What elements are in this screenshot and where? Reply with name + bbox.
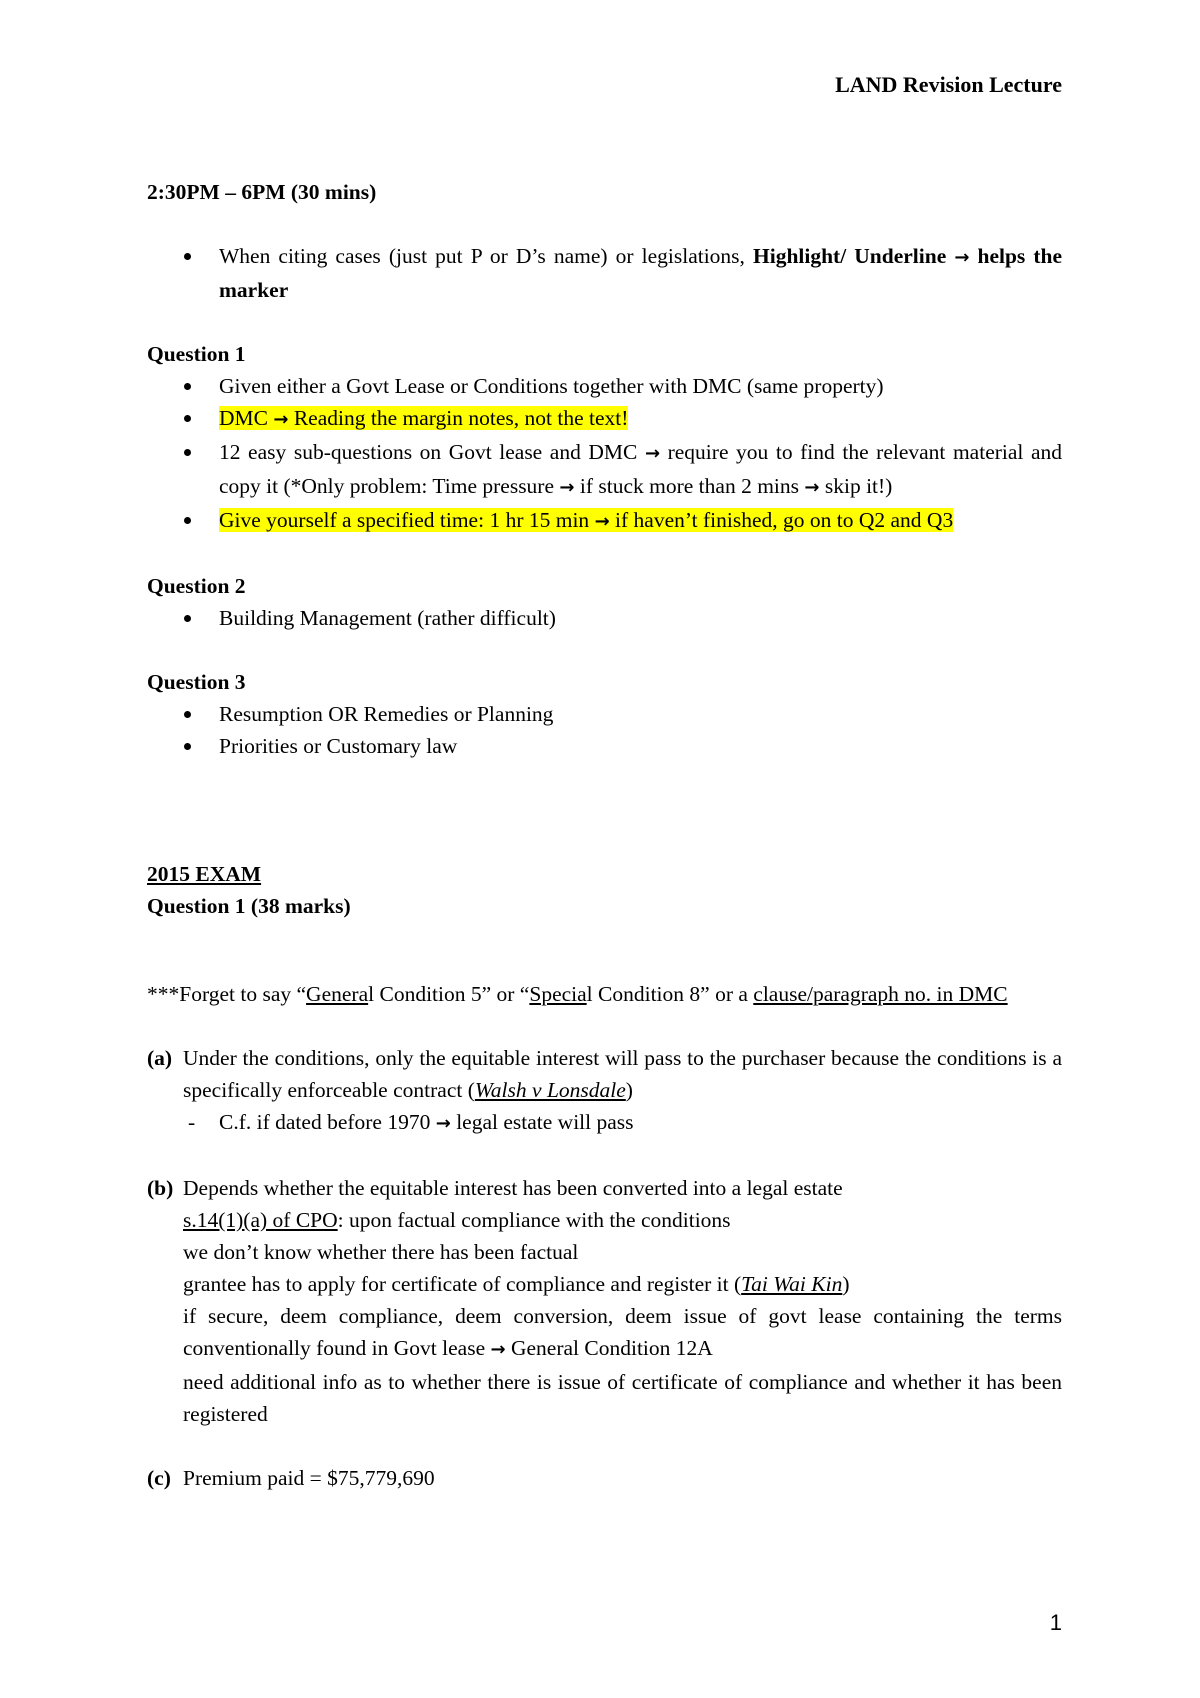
list-item: Give yourself a specified time: 1 hr 15 min → if haven’t finished, go on to Q2 and Q3 — [147, 504, 1062, 538]
arrow-right-icon: → — [644, 443, 661, 464]
list-item: Given either a Govt Lease or Conditions together with DMC (same property) — [147, 370, 1062, 402]
question-1-heading: Question 1 — [147, 342, 246, 366]
arrow-right-icon: → — [594, 511, 610, 532]
exam-title: 2015 EXAM — [147, 862, 262, 886]
list-item: Building Management (rather difficult) — [147, 602, 1062, 634]
list-item: 12 easy sub-questions on Govt lease and DMC → require you to find the relevant material and copy it (*Only problem: Time pressure → if stuck more than 2 mins → skip it!) — [147, 436, 1062, 504]
answer-label: (b) — [147, 1176, 174, 1200]
answer-label: (a) — [147, 1046, 173, 1070]
arrow-right-icon: → — [273, 409, 289, 430]
page-number: 1 — [1049, 1610, 1062, 1635]
question-1-list — [147, 370, 1062, 538]
statute-citation: s.14(1)(a) of CPO — [183, 1208, 338, 1232]
session-tips — [147, 240, 1062, 306]
list-item: DMC → Reading the margin notes, not the text! — [147, 402, 1062, 436]
question-2-list — [147, 602, 1062, 634]
list-item: When citing cases (just put P or D’s name) or legislations, Highlight/ Underline → helps the marker — [147, 240, 1062, 306]
case-citation: Tai Wai Kin — [741, 1272, 843, 1296]
answer-label: (c) — [147, 1466, 171, 1490]
list-item: Priorities or Customary law — [147, 730, 1062, 762]
case-citation: Walsh v Lonsdale — [474, 1078, 626, 1102]
exam-question-heading: Question 1 (38 marks) — [147, 894, 351, 918]
session-time: 2:30PM – 6PM (30 mins) — [147, 180, 377, 204]
exam-note: ***Forget to say “General Condition 5” or “Special Condition 8” or a clause/paragraph no. in DMC — [147, 982, 1008, 1006]
arrow-right-icon: → — [804, 477, 820, 498]
arrow-right-icon: → — [954, 247, 970, 268]
arrow-right-icon: → — [435, 1113, 451, 1134]
document-body — [147, 176, 1062, 1494]
header-title: LAND Revision Lecture — [835, 72, 1062, 97]
answer-a-sub: - C.f. if dated before 1970 → legal estate will pass — [147, 1106, 1062, 1140]
arrow-right-icon: → — [559, 477, 575, 498]
answer-a: (a) Under the conditions, only the equitable interest will pass to the purchaser because the conditions is a specifically enforceable contract (Walsh v Lonsdale) — [147, 1042, 1062, 1106]
answer-b: (b) Depends whether the equitable interest has been converted into a legal estate s.14(1)(a) of CPO: upon factual compliance with the conditions we don’t know whether there has been factual grantee has to apply for certificate of compliance and register it (Tai Wai Kin) if secure, deem compliance, deem conversion, deem issue of govt lease containing the terms conventionally found in Govt lease → General Condition 12A need additional info as to whether there is issue of certificate of compliance and whether it has been registered — [147, 1172, 1062, 1430]
answer-c: (c) Premium paid = $75,779,690 — [147, 1462, 1062, 1494]
arrow-right-icon: → — [490, 1339, 506, 1360]
question-3-heading: Question 3 — [147, 670, 246, 694]
question-3-list — [147, 698, 1062, 762]
list-item: Resumption OR Remedies or Planning — [147, 698, 1062, 730]
question-2-heading: Question 2 — [147, 574, 246, 598]
